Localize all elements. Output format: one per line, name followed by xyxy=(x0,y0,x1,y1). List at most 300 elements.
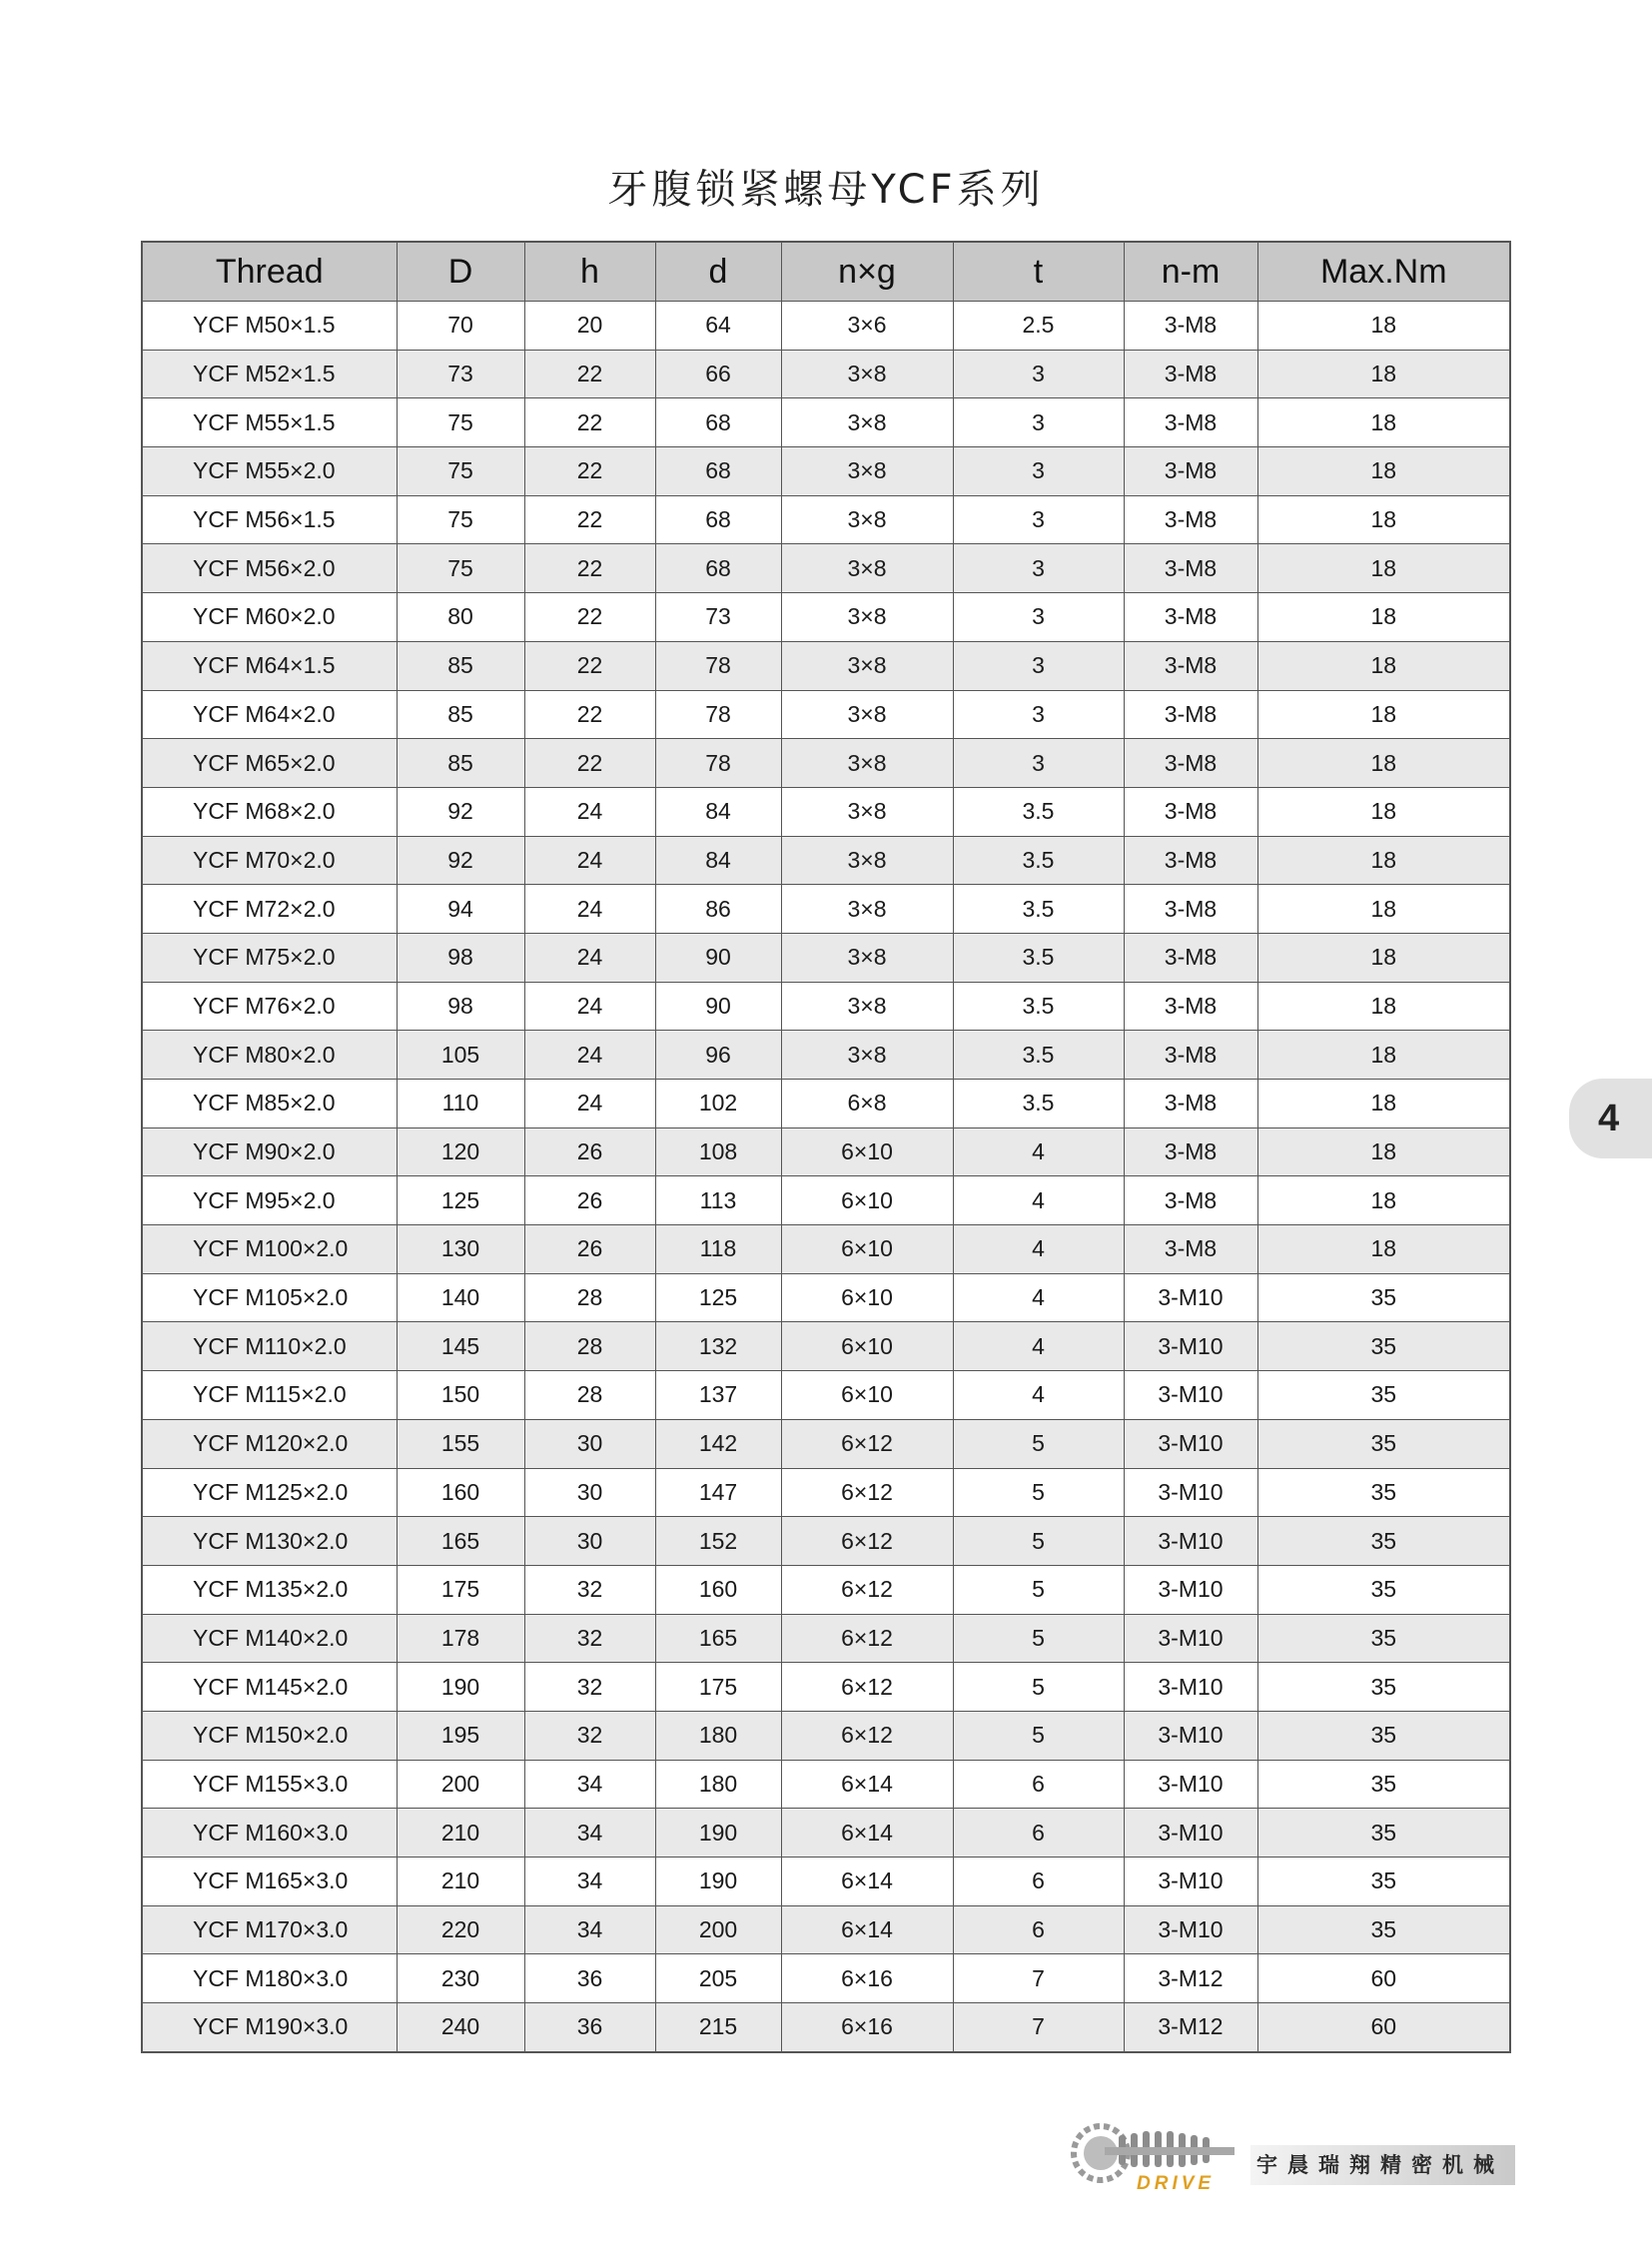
thread-cell: YCF M60×2.0 xyxy=(142,593,397,642)
table-cell: 78 xyxy=(655,690,781,739)
table-cell: 18 xyxy=(1257,302,1510,351)
thread-cell: YCF M180×3.0 xyxy=(142,1954,397,2003)
table-row xyxy=(142,982,1510,1031)
table-cell: 3-M8 xyxy=(1124,544,1257,593)
table-row xyxy=(142,1468,1510,1517)
table-cell: 210 xyxy=(397,1809,524,1858)
table-cell: 6 xyxy=(953,1858,1124,1906)
table-cell: 35 xyxy=(1257,1419,1510,1468)
table-cell: 34 xyxy=(524,1760,655,1809)
table-cell: 125 xyxy=(397,1176,524,1225)
table-row xyxy=(142,1614,1510,1663)
table-row xyxy=(142,1127,1510,1176)
table-cell: 6×12 xyxy=(781,1419,953,1468)
table-cell: 18 xyxy=(1257,787,1510,836)
table-row xyxy=(142,593,1510,642)
table-cell: 68 xyxy=(655,447,781,496)
table-cell: 175 xyxy=(397,1565,524,1614)
table-cell: 32 xyxy=(524,1711,655,1760)
table-cell: 3-M10 xyxy=(1124,1905,1257,1954)
table-cell: 4 xyxy=(953,1322,1124,1371)
table-cell: 175 xyxy=(655,1663,781,1712)
table-cell: 24 xyxy=(524,1031,655,1080)
table-cell: 3 xyxy=(953,739,1124,788)
table-cell: 6×16 xyxy=(781,1954,953,2003)
table-cell: 3×8 xyxy=(781,544,953,593)
table-cell: 3-M8 xyxy=(1124,398,1257,447)
table-cell: 98 xyxy=(397,982,524,1031)
thread-cell: YCF M50×1.5 xyxy=(142,302,397,351)
table-cell: 3-M10 xyxy=(1124,1711,1257,1760)
header-n-m: n-m xyxy=(1124,242,1257,302)
table-cell: 3.5 xyxy=(953,982,1124,1031)
table-row xyxy=(142,836,1510,885)
table-cell: 140 xyxy=(397,1273,524,1322)
table-cell: 3-M10 xyxy=(1124,1419,1257,1468)
table-row xyxy=(142,1954,1510,2003)
table-cell: 78 xyxy=(655,739,781,788)
table-cell: 3×8 xyxy=(781,739,953,788)
table-cell: 18 xyxy=(1257,982,1510,1031)
table-cell: 3-M12 xyxy=(1124,1954,1257,2003)
page-number-tab: 4 xyxy=(1569,1079,1652,1158)
table-cell: 22 xyxy=(524,544,655,593)
table-row xyxy=(142,1760,1510,1809)
table-cell: 32 xyxy=(524,1614,655,1663)
table-row xyxy=(142,398,1510,447)
table-row xyxy=(142,1273,1510,1322)
table-cell: 6×12 xyxy=(781,1663,953,1712)
table-cell: 24 xyxy=(524,1080,655,1128)
table-cell: 4 xyxy=(953,1273,1124,1322)
table-cell: 3-M10 xyxy=(1124,1614,1257,1663)
table-cell: 35 xyxy=(1257,1905,1510,1954)
table-cell: 110 xyxy=(397,1080,524,1128)
table-cell: 145 xyxy=(397,1322,524,1371)
table-cell: 3×8 xyxy=(781,495,953,544)
table-row xyxy=(142,1517,1510,1566)
table-cell: 6 xyxy=(953,1809,1124,1858)
thread-cell: YCF M52×1.5 xyxy=(142,350,397,398)
table-cell: 3 xyxy=(953,641,1124,690)
table-cell: 6×8 xyxy=(781,1080,953,1128)
table-cell: 7 xyxy=(953,2003,1124,2052)
table-cell: 84 xyxy=(655,787,781,836)
table-cell: 6×12 xyxy=(781,1565,953,1614)
table-cell: 18 xyxy=(1257,1031,1510,1080)
thread-cell: YCF M80×2.0 xyxy=(142,1031,397,1080)
header-t: t xyxy=(953,242,1124,302)
thread-cell: YCF M145×2.0 xyxy=(142,1663,397,1712)
thread-cell: YCF M165×3.0 xyxy=(142,1858,397,1906)
table-cell: 5 xyxy=(953,1419,1124,1468)
table-cell: 73 xyxy=(655,593,781,642)
table-cell: 3-M8 xyxy=(1124,495,1257,544)
table-cell: 130 xyxy=(397,1225,524,1274)
thread-cell: YCF M64×1.5 xyxy=(142,641,397,690)
table-cell: 96 xyxy=(655,1031,781,1080)
table-cell: 20 xyxy=(524,302,655,351)
thread-cell: YCF M75×2.0 xyxy=(142,933,397,982)
table-cell: 7 xyxy=(953,1954,1124,2003)
table-cell: 24 xyxy=(524,982,655,1031)
table-cell: 3.5 xyxy=(953,885,1124,934)
table-cell: 190 xyxy=(397,1663,524,1712)
table-cell: 18 xyxy=(1257,495,1510,544)
table-cell: 18 xyxy=(1257,1225,1510,1274)
table-row xyxy=(142,1905,1510,1954)
table-cell: 66 xyxy=(655,350,781,398)
table-row xyxy=(142,1322,1510,1371)
thread-cell: YCF M140×2.0 xyxy=(142,1614,397,1663)
table-cell: 35 xyxy=(1257,1760,1510,1809)
table-row xyxy=(142,350,1510,398)
table-cell: 178 xyxy=(397,1614,524,1663)
table-cell: 6×14 xyxy=(781,1858,953,1906)
table-cell: 35 xyxy=(1257,1565,1510,1614)
table-cell: 92 xyxy=(397,787,524,836)
brand-wordmark: DRIVE xyxy=(1137,2173,1216,2194)
table-cell: 3-M8 xyxy=(1124,982,1257,1031)
table-cell: 28 xyxy=(524,1273,655,1322)
table-cell: 3-M8 xyxy=(1124,641,1257,690)
table-cell: 6×12 xyxy=(781,1711,953,1760)
table-cell: 3-M8 xyxy=(1124,1080,1257,1128)
table-cell: 152 xyxy=(655,1517,781,1566)
table-cell: 18 xyxy=(1257,1080,1510,1128)
table-cell: 3.5 xyxy=(953,836,1124,885)
table-cell: 195 xyxy=(397,1711,524,1760)
table-cell: 3-M8 xyxy=(1124,787,1257,836)
table-row xyxy=(142,1565,1510,1614)
table-cell: 22 xyxy=(524,447,655,496)
table-cell: 4 xyxy=(953,1225,1124,1274)
table-cell: 64 xyxy=(655,302,781,351)
table-cell: 36 xyxy=(524,2003,655,2052)
table-cell: 3×8 xyxy=(781,885,953,934)
table-cell: 35 xyxy=(1257,1517,1510,1566)
thread-cell: YCF M95×2.0 xyxy=(142,1176,397,1225)
table-cell: 35 xyxy=(1257,1468,1510,1517)
table-cell: 3×8 xyxy=(781,690,953,739)
table-row xyxy=(142,302,1510,351)
table-cell: 3-M8 xyxy=(1124,302,1257,351)
table-cell: 180 xyxy=(655,1760,781,1809)
table-cell: 18 xyxy=(1257,933,1510,982)
table-row xyxy=(142,1711,1510,1760)
table-header-row xyxy=(142,242,1510,302)
table-cell: 142 xyxy=(655,1419,781,1468)
table-row xyxy=(142,1809,1510,1858)
table-cell: 78 xyxy=(655,641,781,690)
table-cell: 3-M8 xyxy=(1124,690,1257,739)
table-cell: 34 xyxy=(524,1905,655,1954)
table-cell: 35 xyxy=(1257,1711,1510,1760)
thread-cell: YCF M160×3.0 xyxy=(142,1809,397,1858)
table-cell: 200 xyxy=(655,1905,781,1954)
thread-cell: YCF M72×2.0 xyxy=(142,885,397,934)
table-cell: 3-M8 xyxy=(1124,447,1257,496)
table-cell: 165 xyxy=(655,1614,781,1663)
table-cell: 90 xyxy=(655,933,781,982)
table-cell: 92 xyxy=(397,836,524,885)
table-cell: 60 xyxy=(1257,2003,1510,2052)
table-cell: 85 xyxy=(397,690,524,739)
table-cell: 3-M8 xyxy=(1124,1225,1257,1274)
table-cell: 125 xyxy=(655,1273,781,1322)
table-cell: 5 xyxy=(953,1517,1124,1566)
table-cell: 18 xyxy=(1257,350,1510,398)
thread-cell: YCF M135×2.0 xyxy=(142,1565,397,1614)
table-cell: 6×12 xyxy=(781,1517,953,1566)
table-cell: 165 xyxy=(397,1517,524,1566)
table-cell: 3 xyxy=(953,495,1124,544)
table-cell: 102 xyxy=(655,1080,781,1128)
table-row xyxy=(142,2003,1510,2052)
table-cell: 35 xyxy=(1257,1273,1510,1322)
table-cell: 94 xyxy=(397,885,524,934)
table-cell: 3×8 xyxy=(781,398,953,447)
thread-cell: YCF M190×3.0 xyxy=(142,2003,397,2052)
table-cell: 3 xyxy=(953,398,1124,447)
thread-cell: YCF M55×2.0 xyxy=(142,447,397,496)
thread-cell: YCF M130×2.0 xyxy=(142,1517,397,1566)
thread-cell: YCF M155×3.0 xyxy=(142,1760,397,1809)
table-cell: 4 xyxy=(953,1371,1124,1420)
table-cell: 3×8 xyxy=(781,641,953,690)
table-cell: 30 xyxy=(524,1468,655,1517)
table-row xyxy=(142,1080,1510,1128)
table-cell: 180 xyxy=(655,1711,781,1760)
table-row xyxy=(142,1419,1510,1468)
table-cell: 6×14 xyxy=(781,1760,953,1809)
thread-cell: YCF M150×2.0 xyxy=(142,1711,397,1760)
table-row xyxy=(142,447,1510,496)
table-row xyxy=(142,641,1510,690)
table-cell: 6×10 xyxy=(781,1127,953,1176)
table-cell: 18 xyxy=(1257,447,1510,496)
table-cell: 205 xyxy=(655,1954,781,2003)
table-cell: 240 xyxy=(397,2003,524,2052)
thread-cell: YCF M110×2.0 xyxy=(142,1322,397,1371)
table-cell: 3×6 xyxy=(781,302,953,351)
table-cell: 6×12 xyxy=(781,1468,953,1517)
table-cell: 90 xyxy=(655,982,781,1031)
table-cell: 85 xyxy=(397,641,524,690)
table-cell: 73 xyxy=(397,350,524,398)
table-cell: 80 xyxy=(397,593,524,642)
table-cell: 28 xyxy=(524,1322,655,1371)
table-cell: 32 xyxy=(524,1663,655,1712)
thread-cell: YCF M100×2.0 xyxy=(142,1225,397,1274)
table-cell: 3-M12 xyxy=(1124,2003,1257,2052)
table-cell: 3-M8 xyxy=(1124,933,1257,982)
table-cell: 3-M10 xyxy=(1124,1760,1257,1809)
table-cell: 32 xyxy=(524,1565,655,1614)
table-cell: 3-M10 xyxy=(1124,1663,1257,1712)
table-cell: 6 xyxy=(953,1905,1124,1954)
table-cell: 3-M10 xyxy=(1124,1322,1257,1371)
header-d-outer: D xyxy=(397,242,524,302)
table-cell: 160 xyxy=(655,1565,781,1614)
table-cell: 118 xyxy=(655,1225,781,1274)
table-cell: 2.5 xyxy=(953,302,1124,351)
table-cell: 86 xyxy=(655,885,781,934)
thread-cell: YCF M70×2.0 xyxy=(142,836,397,885)
table-cell: 3.5 xyxy=(953,933,1124,982)
table-cell: 3 xyxy=(953,544,1124,593)
table-row xyxy=(142,1225,1510,1274)
table-cell: 26 xyxy=(524,1176,655,1225)
thread-cell: YCF M64×2.0 xyxy=(142,690,397,739)
table-cell: 3×8 xyxy=(781,933,953,982)
table-cell: 3×8 xyxy=(781,1031,953,1080)
table-cell: 35 xyxy=(1257,1809,1510,1858)
table-cell: 6×12 xyxy=(781,1614,953,1663)
thread-cell: YCF M68×2.0 xyxy=(142,787,397,836)
table-cell: 120 xyxy=(397,1127,524,1176)
table-row xyxy=(142,690,1510,739)
thread-cell: YCF M56×1.5 xyxy=(142,495,397,544)
table-cell: 5 xyxy=(953,1468,1124,1517)
table-row xyxy=(142,1176,1510,1225)
table-cell: 75 xyxy=(397,544,524,593)
table-cell: 35 xyxy=(1257,1614,1510,1663)
table-cell: 18 xyxy=(1257,739,1510,788)
thread-cell: YCF M85×2.0 xyxy=(142,1080,397,1128)
table-cell: 35 xyxy=(1257,1371,1510,1420)
table-cell: 22 xyxy=(524,398,655,447)
table-cell: 3.5 xyxy=(953,787,1124,836)
table-cell: 68 xyxy=(655,544,781,593)
table-cell: 22 xyxy=(524,495,655,544)
table-cell: 68 xyxy=(655,495,781,544)
table-cell: 5 xyxy=(953,1614,1124,1663)
table-cell: 18 xyxy=(1257,885,1510,934)
thread-cell: YCF M125×2.0 xyxy=(142,1468,397,1517)
thread-cell: YCF M76×2.0 xyxy=(142,982,397,1031)
table-cell: 18 xyxy=(1257,690,1510,739)
table-cell: 132 xyxy=(655,1322,781,1371)
table-cell: 105 xyxy=(397,1031,524,1080)
table-cell: 6×14 xyxy=(781,1809,953,1858)
table-cell: 230 xyxy=(397,1954,524,2003)
thread-cell: YCF M105×2.0 xyxy=(142,1273,397,1322)
page-title: 牙腹锁紧螺母YCF系列 xyxy=(607,167,1045,213)
table-cell: 3 xyxy=(953,447,1124,496)
table-cell: 3-M8 xyxy=(1124,350,1257,398)
table-cell: 3-M10 xyxy=(1124,1565,1257,1614)
table-cell: 26 xyxy=(524,1225,655,1274)
table-cell: 3-M10 xyxy=(1124,1809,1257,1858)
table-cell: 24 xyxy=(524,933,655,982)
table-row xyxy=(142,787,1510,836)
table-cell: 200 xyxy=(397,1760,524,1809)
table-cell: 30 xyxy=(524,1419,655,1468)
table-cell: 3-M8 xyxy=(1124,739,1257,788)
table-cell: 70 xyxy=(397,302,524,351)
table-cell: 68 xyxy=(655,398,781,447)
table-cell: 22 xyxy=(524,690,655,739)
table-cell: 160 xyxy=(397,1468,524,1517)
table-cell: 36 xyxy=(524,1954,655,2003)
table-cell: 210 xyxy=(397,1858,524,1906)
table-cell: 3.5 xyxy=(953,1080,1124,1128)
table-cell: 35 xyxy=(1257,1663,1510,1712)
table-cell: 3-M8 xyxy=(1124,593,1257,642)
table-cell: 5 xyxy=(953,1663,1124,1712)
table-cell: 137 xyxy=(655,1371,781,1420)
table-cell: 24 xyxy=(524,885,655,934)
table-cell: 35 xyxy=(1257,1322,1510,1371)
table-cell: 22 xyxy=(524,739,655,788)
table-cell: 3×8 xyxy=(781,836,953,885)
table-cell: 190 xyxy=(655,1858,781,1906)
table-cell: 3 xyxy=(953,690,1124,739)
table-cell: 24 xyxy=(524,787,655,836)
table-row xyxy=(142,544,1510,593)
table-cell: 113 xyxy=(655,1176,781,1225)
table-cell: 22 xyxy=(524,641,655,690)
table-cell: 3×8 xyxy=(781,593,953,642)
table-cell: 22 xyxy=(524,350,655,398)
table-cell: 5 xyxy=(953,1711,1124,1760)
table-cell: 18 xyxy=(1257,1127,1510,1176)
table-row xyxy=(142,1858,1510,1906)
thread-cell: YCF M56×2.0 xyxy=(142,544,397,593)
table-cell: 24 xyxy=(524,836,655,885)
table-cell: 18 xyxy=(1257,836,1510,885)
table-cell: 3×8 xyxy=(781,982,953,1031)
table-cell: 18 xyxy=(1257,544,1510,593)
table-cell: 35 xyxy=(1257,1858,1510,1906)
table-cell: 3-M10 xyxy=(1124,1517,1257,1566)
table-cell: 220 xyxy=(397,1905,524,1954)
table-cell: 6×10 xyxy=(781,1273,953,1322)
table-row xyxy=(142,1371,1510,1420)
table-cell: 18 xyxy=(1257,593,1510,642)
table-row xyxy=(142,1663,1510,1712)
table-cell: 3 xyxy=(953,350,1124,398)
table-cell: 6×10 xyxy=(781,1225,953,1274)
table-cell: 84 xyxy=(655,836,781,885)
table-cell: 6 xyxy=(953,1760,1124,1809)
table-cell: 75 xyxy=(397,398,524,447)
header-max-nm: Max.Nm xyxy=(1257,242,1510,302)
table-cell: 6×10 xyxy=(781,1371,953,1420)
table-cell: 3.5 xyxy=(953,1031,1124,1080)
table-cell: 18 xyxy=(1257,1176,1510,1225)
table-cell: 3×8 xyxy=(781,447,953,496)
thread-cell: YCF M120×2.0 xyxy=(142,1419,397,1468)
table-cell: 3-M8 xyxy=(1124,1031,1257,1080)
table-cell: 34 xyxy=(524,1809,655,1858)
table-cell: 3×8 xyxy=(781,787,953,836)
thread-cell: YCF M55×1.5 xyxy=(142,398,397,447)
table-cell: 3-M8 xyxy=(1124,1176,1257,1225)
table-row xyxy=(142,885,1510,934)
table-cell: 3-M10 xyxy=(1124,1858,1257,1906)
table-cell: 3-M10 xyxy=(1124,1371,1257,1420)
company-name: 宇晨瑞翔精密机械 xyxy=(1256,2153,1504,2177)
thread-cell: YCF M90×2.0 xyxy=(142,1127,397,1176)
table-row xyxy=(142,495,1510,544)
table-cell: 3-M10 xyxy=(1124,1468,1257,1517)
table-row xyxy=(142,1031,1510,1080)
table-cell: 18 xyxy=(1257,641,1510,690)
table-cell: 75 xyxy=(397,447,524,496)
table-cell: 155 xyxy=(397,1419,524,1468)
